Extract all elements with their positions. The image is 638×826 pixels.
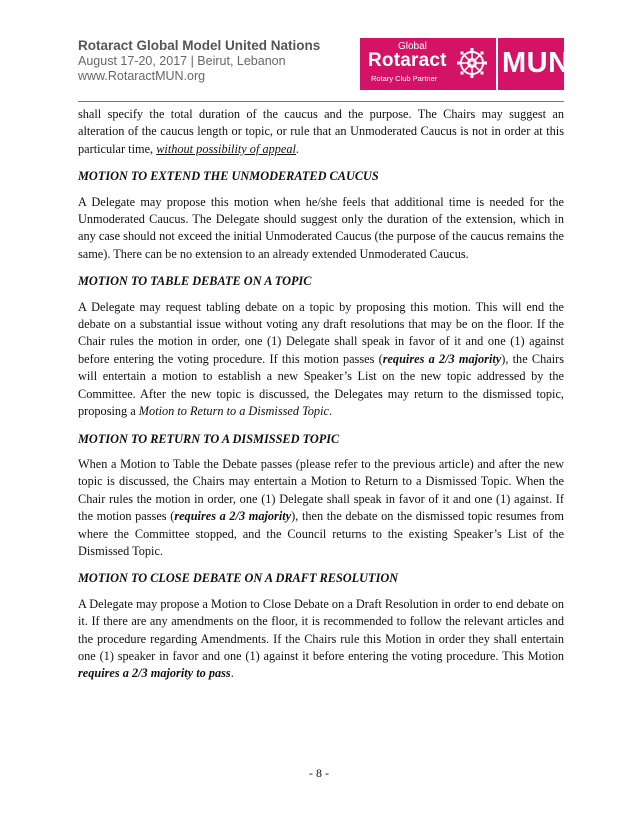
text-run: . (328, 404, 333, 419)
text-run: A Delegate may request tabling debate on a topic by proposing this motion. This will end the debate on a substantial issue without voting any draft resolutions that may be on the floor. If the Chair rules the motion in order, one (1) Delegate shall speak in favor of it and one (1) against before entering the voting procedure. If this motion passes ( (78, 299, 564, 366)
text-run: . (230, 666, 234, 681)
emphasis-two-thirds-majority-to-pass: requires a 2/3 majority to pass (78, 666, 231, 681)
logo-rotaract-text: Rotaract (368, 50, 447, 71)
emphasis-two-thirds-majority: requires a 2/3 majority (174, 509, 292, 524)
text-run: A Delegate may propose a Motion to Close Debate on a Draft Resolution in order to end debate on it. If there are any amendments on the floor, it is recommended to follow the relevant articles and the procedure regarding Amendments. If the Chairs rule this Motion in order they shall entertain one (1) speaker in favor and one (1) against it before entering the voting procedure. This Motion (78, 596, 564, 663)
logo-mun-panel (498, 38, 570, 90)
heading-table-debate: MOTION TO TABLE DEBATE ON A TOPIC (78, 274, 312, 289)
text-run: When a Motion to Table the Debate passes (please refer to the previous article) and after the new topic is discussed, the Chairs may entertain a Motion to Return to a Dismissed Topic. When the Chair rules the motion in order, one (1) Delegate shall speak in favor of it and one (1) against. If the motion passes ( (78, 456, 564, 524)
page-header (78, 38, 570, 96)
emphasis-motion-return: Motion to Return to a Dismissed Topic (138, 404, 329, 419)
document-body (78, 106, 564, 693)
logo-partner-text: Rotary Club Partner (371, 74, 438, 83)
organization-name: Rotaract Global Model United Nations (78, 38, 321, 53)
rotaract-mun-logo (360, 38, 570, 90)
paragraph-close-debate-draft-resolution (78, 596, 564, 683)
text-run: ), the Chairs will entertain a motion to establish a new Speaker’s List on the new topic addressed by the Committee. After the new topic is discussed, the Delegates may return to the dismissed topic, proposing a (78, 351, 564, 419)
text-run: shall specify the total duration of the caucus and the purpose. The Chairs may suggest an alteration of the caucus length or topic, or rule that an Unmoderated Caucus is not in order at this particular time, (78, 107, 564, 156)
text-run: . (295, 141, 299, 156)
heading-extend-unmoderated-caucus: MOTION TO EXTEND THE UNMODERATED CAUCUS (78, 169, 379, 184)
rotary-wheel-icon (456, 47, 488, 79)
emphasis-two-thirds-majority: requires a 2/3 majority (382, 351, 502, 366)
paragraph-caucus-continued (78, 106, 564, 158)
heading-return-dismissed-topic: MOTION TO RETURN TO A DISMISSED TOPIC (78, 431, 340, 446)
header-divider-line (78, 101, 564, 102)
text-run: ), then the debate on the dismissed topic resumes from where the Committee stopped, and the Council returns to the existing Speaker’s List of the Dismissed Topic. (78, 509, 564, 558)
logo-rotaract-panel (360, 38, 496, 90)
heading-close-debate-draft-resolution: MOTION TO CLOSE DEBATE ON A DRAFT RESOLUTION (78, 571, 399, 586)
logo-mun-text: MUN (502, 47, 570, 79)
event-dates-location: August 17-20, 2017 | Beirut, Lebanon (78, 54, 286, 68)
website-url: www.RotaractMUN.org (78, 69, 206, 83)
paragraph-return-dismissed-topic (78, 456, 564, 560)
page-number: - 8 - (309, 766, 329, 780)
paragraph-table-debate (78, 299, 564, 421)
header-text-block (78, 38, 320, 84)
logo-global-text: Global (398, 41, 427, 52)
emphasis-no-appeal: without possibility of appeal (156, 141, 296, 156)
paragraph-extend-unmoderated-caucus: A Delegate may propose this motion when he/she feels that additional time is needed for the Unmoderated Caucus. The Delegate should suggest only the duration of the extension, which in any case should not exceed the initial Unmoderated Caucus (the purpose of the caucus remains the same). There can be no extension to an already extended Unmoderated Caucus. (78, 194, 564, 261)
